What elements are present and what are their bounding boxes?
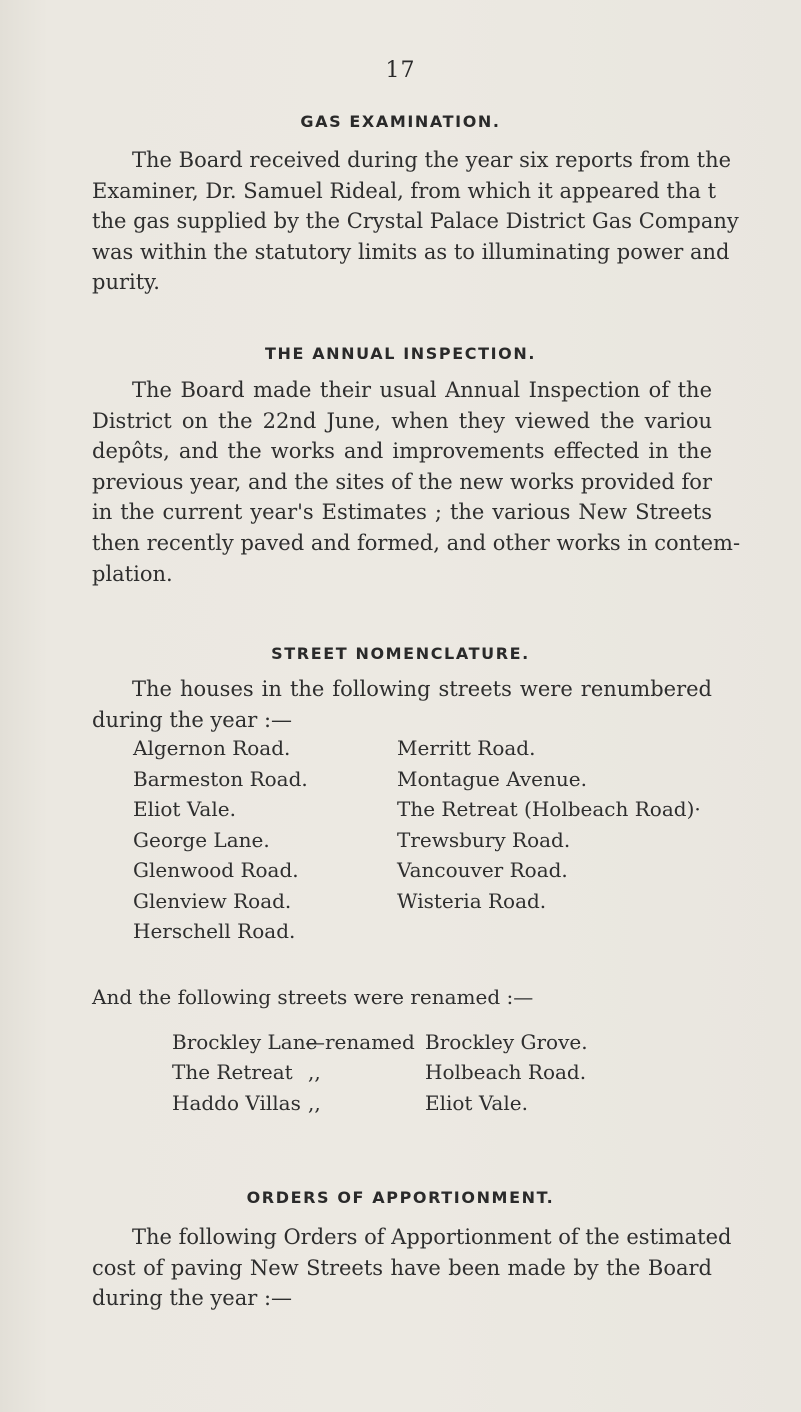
text-line: The Board received during the year six reports from the [132, 148, 732, 172]
text-line: cost of paving New Streets have been made by the Board [92, 1255, 712, 1280]
new-street-name: Brockley Grove. [425, 1030, 588, 1054]
new-street-name: Eliot Vale. [425, 1091, 528, 1115]
street-name: Algernon Road. [133, 736, 291, 760]
ditto-marker: ,, [308, 1060, 321, 1084]
street-name: George Lane. [133, 827, 270, 852]
paragraph-annual-inspection [92, 375, 741, 589]
street-name: Eliot Vale. [133, 797, 236, 821]
street-name: Glenview Road. [133, 888, 292, 913]
heading-orders-of-apportionment: ORDERS OF APPORTIONMENT. [246, 1188, 555, 1207]
text-line: The following Orders of Apportionment of the estimated [132, 1225, 732, 1249]
paragraph-orders-of-apportionment [92, 1222, 732, 1314]
heading-street-nomenclature: STREET NOMENCLATURE. [271, 644, 530, 663]
renamed-marker: —renamed [305, 1030, 415, 1054]
text-line: purity. [92, 270, 160, 295]
text-line: And the following streets were renamed :— [92, 985, 534, 1009]
text-line: plation. [92, 561, 173, 586]
street-name: The Retreat (Holbeach Road)· [397, 797, 701, 821]
renamed-intro [92, 982, 533, 1013]
street-name: Glenwood Road. [133, 858, 299, 882]
ditto-marker: ,, [308, 1091, 321, 1115]
text-line: previous year, and the sites of the new works provided for [92, 469, 712, 494]
street-name: Barmeston Road. [133, 766, 308, 791]
street-name: Wisteria Road. [397, 888, 547, 913]
street-name: Herschell Road. [133, 919, 296, 943]
street-name: Trewsbury Road. [397, 827, 571, 852]
renumbered-streets-right-column [397, 733, 701, 916]
street-name: Merritt Road. [397, 736, 536, 760]
text-line: depôts, and the works and improvements effected in the [92, 439, 712, 464]
page-number: 17 [385, 58, 416, 83]
text-line: the gas supplied by the Crystal Palace District Gas Company [92, 209, 739, 234]
paragraph-gas-examination [92, 145, 739, 298]
text-line: during the year :— [92, 707, 293, 732]
text-line: District on the 22nd June, when they viewed the variou [92, 408, 712, 433]
old-street-name: The Retreat [172, 1060, 293, 1084]
text-line: Examiner, Dr. Samuel Rideal, from which it appeared tha t [92, 178, 717, 203]
text-line: The Board made their usual Annual Inspection of the [132, 378, 712, 402]
street-name: Vancouver Road. [397, 858, 568, 882]
text-line: during the year :— [92, 1286, 293, 1311]
new-street-name: Holbeach Road. [425, 1060, 587, 1084]
renumbered-streets-left-column [133, 733, 308, 947]
old-street-name: Haddo Villas [172, 1091, 301, 1115]
text-line: then recently paved and formed, and other works in contem- [92, 530, 741, 555]
text-line: in the current year's Estimates ; the various New Streets [92, 500, 712, 525]
text-line: was within the statutory limits as to illuminating power and [92, 239, 730, 264]
paragraph-street-nomenclature [92, 674, 712, 735]
old-street-name: Brockley Lane [172, 1030, 318, 1054]
heading-annual-inspection: THE ANNUAL INSPECTION. [264, 344, 537, 363]
heading-gas-examination: GAS EXAMINATION. [300, 112, 501, 131]
street-name: Montague Avenue. [397, 766, 587, 791]
text-line: The houses in the following streets were renumbered [132, 677, 712, 701]
